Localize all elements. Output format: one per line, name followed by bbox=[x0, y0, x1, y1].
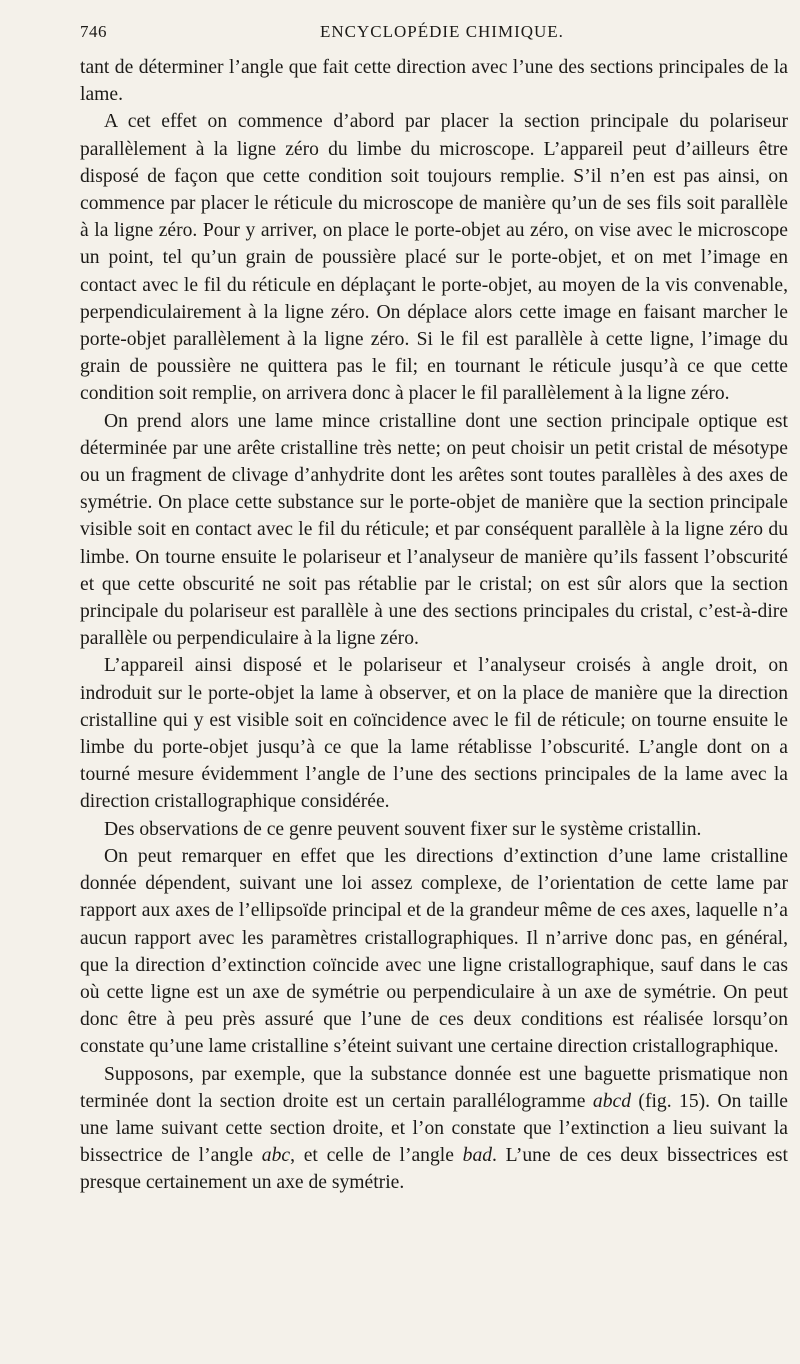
text-run: , et celle de l’angle bbox=[290, 1145, 463, 1167]
body-text bbox=[80, 54, 788, 1197]
paragraph: L’appareil ainsi disposé et le polariseur et l’analyseur croisés à angle droit, on indroduit sur le porte-objet la lame à observer, et on la place de manière que la direction cristalline qui y est visible soit en coïncidence avec le fil de réticule; on tourne ensuite le limbe du porte-objet jusqu’à ce que la lame rétablisse l’obscurité. L’angle dont on a tourné mesure évidemment l’angle de l’une des sections principales de la lame avec la direction cristallographique considérée. bbox=[80, 655, 788, 813]
paragraph: Des observations de ce genre peuvent souvent fixer sur le système cristallin. bbox=[104, 818, 702, 840]
page-number: 746 bbox=[80, 22, 107, 41]
italic-bad: bad bbox=[462, 1145, 493, 1167]
italic-abcd: abcd bbox=[592, 1090, 631, 1112]
paragraph: On prend alors une lame mince cristalline dont une section principale optique est déterminée par une arête cristalline très nette; on peut choisir un petit cristal de mésotype ou un fragment de clivage d’anhydrite dont les arêtes sont toutes parallèles à des axes de symétrie. On place cette substance sur le porte-objet de manière que la section principale visible soit en contact avec le fil du réticule; et par conséquent parallèle à la ligne zéro du limbe. On tourne ensuite le polariseur et l’analyseur de manière qu’ils fassent l’obscurité et que cette obscurité ne soit pas rétablie par le cristal; on est sûr alors que la section principale du polariseur est parallèle à une des sections principales du cristal, c’est-à-dire parallèle ou perpendiculaire à la ligne zéro. bbox=[80, 410, 788, 650]
text-run: . L’une de ces deux bissectrices est presque certainement un axe de symétrie. bbox=[80, 1145, 788, 1194]
paragraph: tant de déterminer l’angle que fait cette direction avec l’une des sections principales de la lame. bbox=[80, 57, 788, 106]
paragraph-last bbox=[80, 1061, 788, 1197]
paragraph: On peut remarquer en effet que les directions d’extinction d’une lame cristalline donnée dépendent, suivant une loi assez complexe, de l’orientation de cette lame par rapport aux axes de l’ellipsoïde principal et de la grandeur même de ces axes, laquelle n’a aucun rapport avec les paramètres cristallographiques. Il n’arrive donc pas, en général, que la direction d’extinction coïncide avec une ligne cristallographique, sauf dans le cas où cette ligne est un axe de symétrie ou perpendiculaire à un axe de symétrie. On peut donc être à peu près assuré que l’une de ces deux conditions est réalisée lorsqu’on constate qu’une lame cristalline s’éteint suivant une certaine direction cristallographique. bbox=[80, 845, 788, 1058]
running-title: ENCYCLOPÉDIE CHIMIQUE. bbox=[320, 22, 564, 41]
text-run: (fig. 15). On taille une lame suivant cette section droite, et l’on constate que l’extinction a lieu suivant la bissectrice de l’angle bbox=[80, 1090, 789, 1167]
text-run: Supposons, par exemple, que la substance donnée est une baguette prismatique non terminée dont la section droite est un certain parallélogramme bbox=[80, 1063, 788, 1112]
italic-abc: abc bbox=[261, 1145, 291, 1167]
running-head bbox=[80, 22, 788, 48]
paragraph: A cet effet on commence d’abord par placer la section principale du polariseur parallèlement à la ligne zéro du limbe du microscope. L’appareil peut d’ailleurs être disposé de façon que cette condition soit toujours remplie. S’il n’en est pas ainsi, on commence par placer le réticule du microscope de manière qu’un de ses fils soit parallèle à la ligne zéro. Pour y arriver, on place le porte-objet au zéro, on vise avec le microscope un point, tel qu’un grain de poussière placé sur le porte-objet, et on met l’image en contact avec le fil du réticule en déplaçant le porte-objet, au moyen de la vis convenable, perpendiculairement à la ligne zéro. On déplace alors cette image en faisant marcher le porte-objet parallèlement à la ligne zéro. Si le fil est parallèle à cette ligne, l’image du grain de poussière ne quittera pas le fil; en tournant le réticule jusqu’à ce que cette condition soit remplie, on arrivera donc à placer le fil parallèlement à la ligne zéro. bbox=[80, 111, 788, 405]
